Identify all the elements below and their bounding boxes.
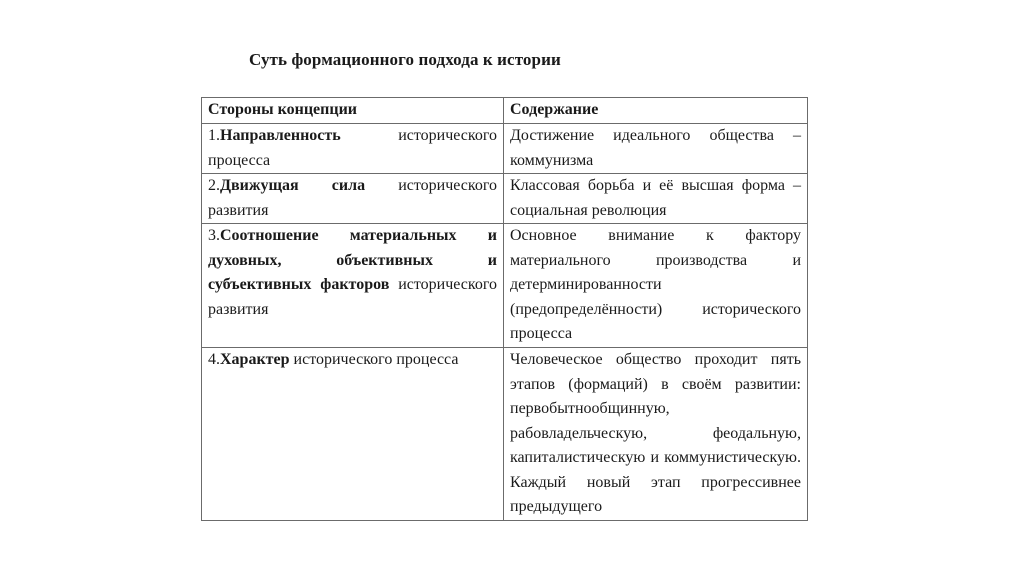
table-header-row xyxy=(202,98,808,124)
table-row xyxy=(202,224,808,348)
row-number: 3. xyxy=(208,227,220,244)
content-cell: Достижение идеального общества – коммунизма xyxy=(504,124,808,174)
aspect-cell xyxy=(202,224,504,348)
aspect-rest: исторического процесса xyxy=(289,351,459,368)
header-aspects: Стороны концепции xyxy=(202,98,504,124)
table-row xyxy=(202,174,808,224)
header-content: Содержание xyxy=(504,98,808,124)
aspect-cell xyxy=(202,348,504,521)
content-cell: Человеческое общество проходит пять этапов (формаций) в своём развитии: первобытнообщинную, рабовладельческую, феодальную, капиталистическую и коммунистическую. Каждый новый этап прогрессивнее предыдущего xyxy=(504,348,808,521)
table-row xyxy=(202,348,808,521)
aspect-term: Соотношение материальных и духовных, объективных и субъективных факторов xyxy=(208,227,497,293)
content-cell: Классовая борьба и её высшая форма – социальная революция xyxy=(504,174,808,224)
row-number: 4. xyxy=(208,351,220,368)
table-row xyxy=(202,124,808,174)
row-number: 1. xyxy=(208,127,220,144)
aspect-term: Характер xyxy=(220,351,290,368)
aspect-cell xyxy=(202,174,504,224)
aspect-term: Движущая сила xyxy=(220,177,366,194)
page-title: Суть формационного подхода к истории xyxy=(249,50,561,69)
aspect-rest: исторического процесса xyxy=(208,127,497,169)
aspect-rest: исторического развития xyxy=(208,177,497,219)
concept-table xyxy=(201,97,808,521)
content-cell: Основное внимание к фактору материального производства и детерминированности (предопределённости) исторического процесса xyxy=(504,224,808,348)
aspect-term: Направленность xyxy=(220,127,341,144)
row-number: 2. xyxy=(208,177,220,194)
aspect-cell xyxy=(202,124,504,174)
aspect-rest: исторического развития xyxy=(208,276,497,318)
